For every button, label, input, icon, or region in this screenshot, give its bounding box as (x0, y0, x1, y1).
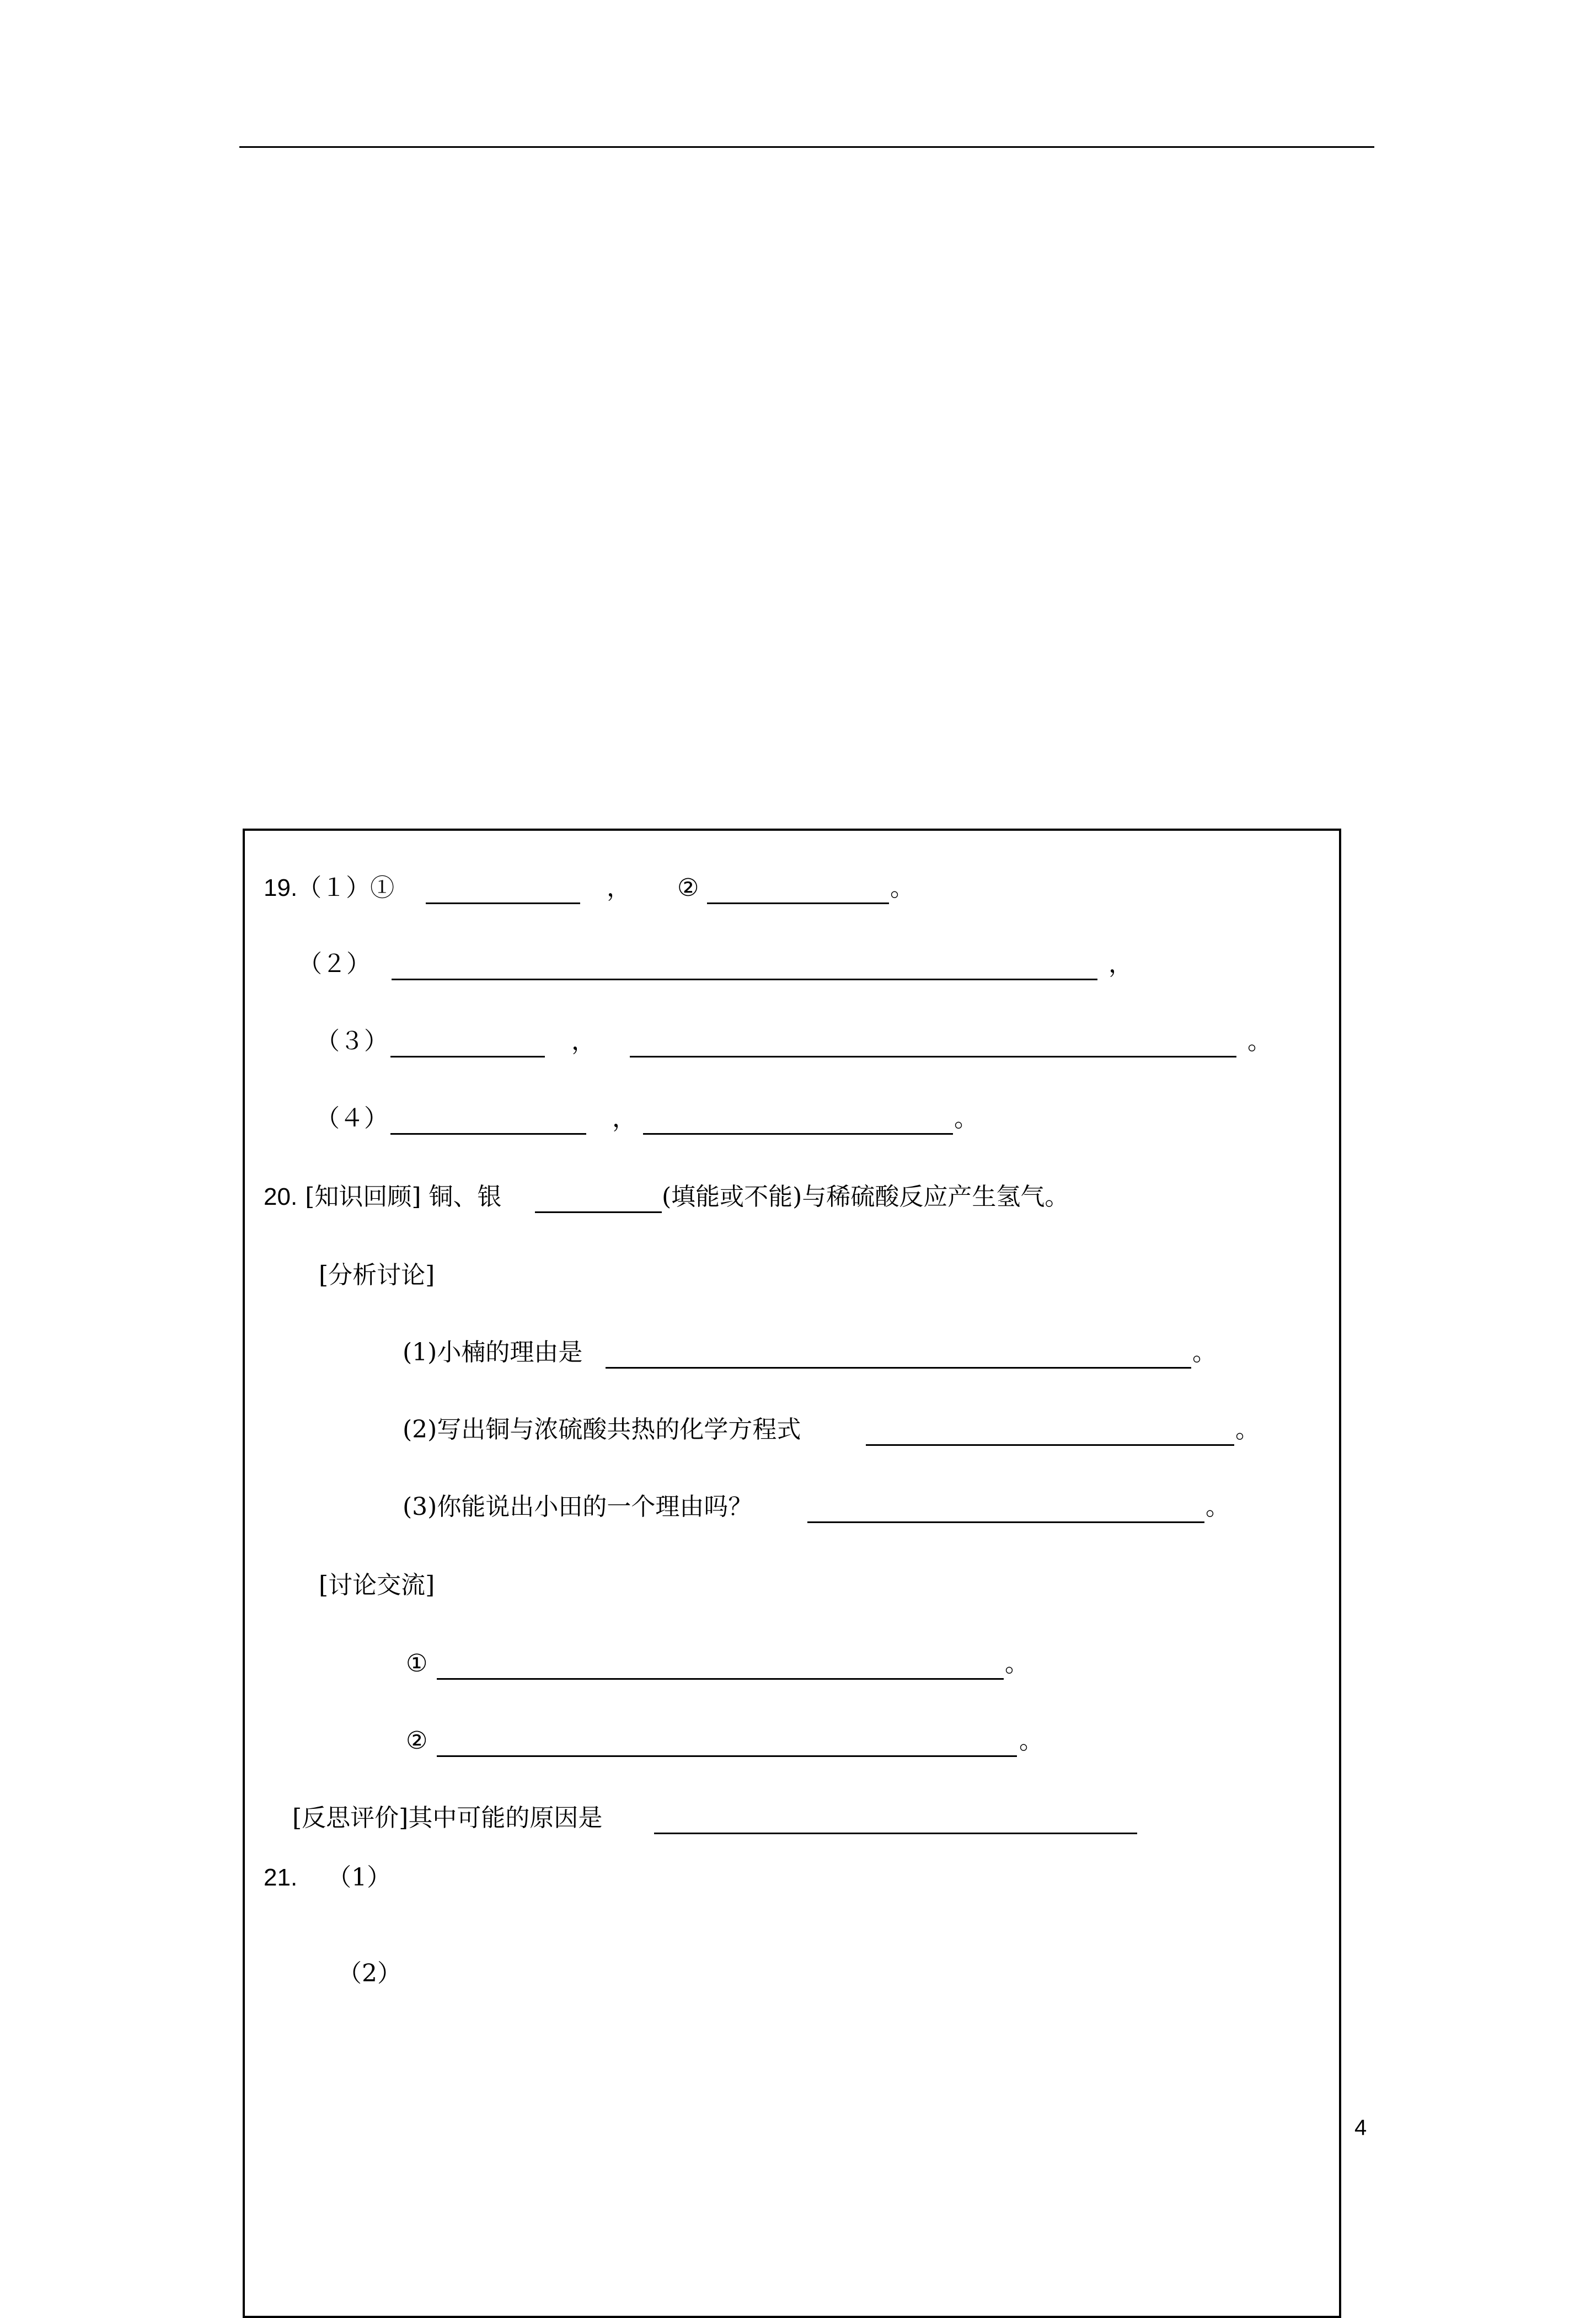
analysis-item-3-blank[interactable] (807, 1497, 1204, 1523)
q19-end-1: 。 (890, 874, 914, 902)
analysis-item-1-blank[interactable] (606, 1343, 1191, 1369)
knowledge-text-2: (填能或不能)与稀硫酸反应产生氢气。 (662, 1183, 1069, 1211)
q19-circle-2: ② (677, 874, 699, 902)
q19-4-blank-1[interactable] (390, 1109, 586, 1135)
knowledge-tag: [知识回顾] (305, 1183, 421, 1211)
q21-part1 (264, 1861, 391, 1894)
reflection-tag: [反思评价] (292, 1804, 409, 1832)
q19-part1-label: （１）① (297, 874, 395, 902)
page-number: 4 (1354, 2116, 1367, 2140)
discussion-item-1-end: 。 (1005, 1649, 1029, 1678)
q19-2-blank[interactable] (392, 954, 1097, 980)
q20-knowledge (264, 1181, 502, 1214)
knowledge-text-1: 铜、银 (429, 1183, 502, 1211)
reflection-blank[interactable] (654, 1808, 1137, 1834)
analysis-tag: [分析讨论] (319, 1261, 435, 1289)
q19-end-4: 。 (954, 1104, 978, 1133)
discussion-item-1-mark: ① (406, 1649, 428, 1678)
analysis-item-1: (1)小楠的理由是 (403, 1338, 583, 1366)
q21-part2-label: （2） (338, 1959, 401, 1988)
analysis-item-2-end: 。 (1235, 1416, 1260, 1444)
q21-number: 21. (264, 1864, 298, 1891)
q19-3-blank-2[interactable] (630, 1032, 1236, 1057)
q19-1-blank-1[interactable] (426, 878, 580, 904)
discussion-item-2-end: 。 (1019, 1727, 1043, 1755)
q19-comma-1: ， (607, 874, 631, 902)
analysis-item-3-end: 。 (1206, 1493, 1230, 1521)
reflection-text: 其中可能的原因是 (408, 1804, 603, 1832)
discussion-item-2-blank[interactable] (437, 1731, 1017, 1757)
q19-3-blank-1[interactable] (390, 1032, 545, 1057)
q19-1-blank-2[interactable] (707, 878, 889, 904)
q19-end-3: 。 (1247, 1027, 1272, 1055)
q19-number: 19. (264, 874, 298, 901)
q19-comma-2: ， (1108, 950, 1133, 978)
discussion-tag: [讨论交流] (319, 1571, 435, 1599)
q20-knowledge-blank[interactable] (535, 1187, 662, 1213)
q19-comma-3: ， (571, 1027, 596, 1055)
discussion-item-2-mark: ② (406, 1727, 428, 1755)
q19-part4-label: （４） (315, 1104, 388, 1133)
analysis-item-2: (2)写出铜与浓硫酸共热的化学方程式 (403, 1416, 801, 1444)
q20-number: 20. (264, 1183, 298, 1210)
q21-part1-label: （1） (327, 1863, 392, 1892)
q19-comma-4: ， (612, 1104, 636, 1133)
analysis-item-2-blank[interactable] (866, 1420, 1234, 1446)
q19-4-blank-2[interactable] (643, 1109, 953, 1135)
analysis-item-1-end: 。 (1192, 1338, 1217, 1366)
q19-part1 (264, 872, 394, 905)
discussion-item-1-blank[interactable] (437, 1654, 1004, 1680)
header-rule (239, 146, 1374, 148)
analysis-item-3: (3)你能说出小田的一个理由吗？ (403, 1493, 753, 1521)
q19-part2-label: （２） (298, 950, 371, 978)
reflection (292, 1802, 602, 1835)
q19-part3-label: （３） (315, 1027, 388, 1055)
